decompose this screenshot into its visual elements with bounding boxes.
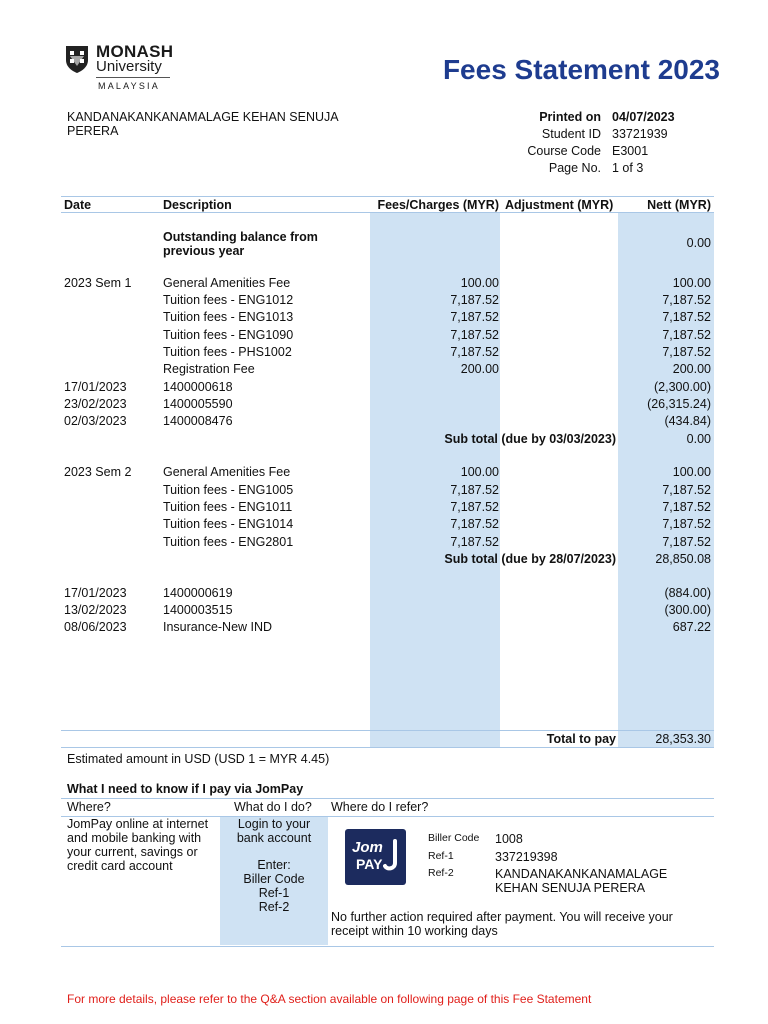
page-title: Fees Statement 2023 bbox=[442, 54, 720, 85]
row-date: 2023 Sem 2 bbox=[64, 465, 132, 479]
table-top-rule bbox=[61, 196, 714, 197]
usd-estimate: Estimated amount in USD (USD 1 = MYR 4.45) bbox=[67, 752, 330, 766]
meta-value: 33721939 bbox=[612, 127, 668, 141]
row-fees: 7,187.52 bbox=[450, 500, 499, 514]
jompay-col-where: Where? bbox=[67, 800, 111, 814]
row-nett: 100.00 bbox=[672, 276, 711, 290]
row-date: 13/02/2023 bbox=[64, 603, 127, 617]
ref2-value: KANDANAKANKANAMALAGE KEHAN SENUJA PERERA bbox=[495, 867, 668, 895]
student-name: KANDANAKANKANAMALAGE KEHAN SENUJA PERERA bbox=[67, 110, 338, 138]
row-nett: 7,187.52 bbox=[662, 310, 711, 324]
row-description: Tuition fees - ENG1090 bbox=[163, 328, 294, 342]
row-nett: 200.00 bbox=[672, 362, 711, 376]
row-fees: 7,187.52 bbox=[450, 293, 499, 307]
total-label: Total to pay bbox=[546, 732, 616, 746]
row-nett: 0.00 bbox=[686, 236, 711, 250]
subtotal-value: 0.00 bbox=[686, 432, 711, 446]
row-nett: (884.00) bbox=[664, 586, 711, 600]
row-date: 2023 Sem 1 bbox=[64, 276, 132, 290]
statement-meta bbox=[480, 110, 720, 178]
jompay-bottom-rule bbox=[61, 946, 714, 947]
meta-label: Course Code bbox=[527, 144, 601, 158]
meta-label: Printed on bbox=[539, 110, 601, 124]
row-description: Registration Fee bbox=[163, 362, 255, 376]
row-description: 1400003515 bbox=[163, 603, 233, 617]
meta-row bbox=[480, 110, 720, 127]
row-description: Insurance-New IND bbox=[163, 620, 273, 634]
meta-row bbox=[480, 144, 720, 161]
row-fees: 7,187.52 bbox=[450, 483, 499, 497]
row-nett: 7,187.52 bbox=[662, 535, 711, 549]
biller-code-label: Biller Code bbox=[428, 832, 480, 844]
row-date: 17/01/2023 bbox=[64, 586, 127, 600]
meta-row bbox=[480, 127, 720, 144]
jompay-top-rule bbox=[61, 798, 714, 799]
row-description: Outstanding balance from previous year bbox=[163, 230, 318, 258]
row-fees: 100.00 bbox=[460, 276, 499, 290]
table-bottom-rule bbox=[61, 747, 714, 748]
row-fees: 7,187.52 bbox=[450, 535, 499, 549]
row-fees: 7,187.52 bbox=[450, 328, 499, 342]
row-nett: 687.22 bbox=[672, 620, 711, 634]
row-description: Tuition fees - ENG1011 bbox=[163, 500, 293, 514]
row-fees: 7,187.52 bbox=[450, 517, 499, 531]
row-nett: (434.84) bbox=[664, 414, 711, 428]
ref2-label: Ref-2 bbox=[428, 867, 454, 879]
row-nett: 7,187.52 bbox=[662, 293, 711, 307]
row-nett: (2,300.00) bbox=[654, 380, 711, 394]
row-description: General Amenities Fee bbox=[163, 465, 291, 479]
jompay-what-login: Login to your bank account bbox=[236, 817, 312, 845]
jompay-what-biller: Biller Code bbox=[243, 872, 305, 886]
total-value: 28,353.30 bbox=[655, 732, 711, 746]
row-nett: 7,187.52 bbox=[662, 500, 711, 514]
jompay-logo bbox=[345, 829, 406, 885]
row-fees: 100.00 bbox=[460, 465, 499, 479]
jompay-what-ref2: Ref-2 bbox=[258, 900, 290, 914]
row-nett: (26,315.24) bbox=[647, 397, 711, 411]
row-date: 02/03/2023 bbox=[64, 414, 127, 428]
jompay-logo-jom: Jom bbox=[352, 839, 383, 856]
biller-code-value: 1008 bbox=[495, 832, 523, 846]
row-nett: 7,187.52 bbox=[662, 517, 711, 531]
crest-icon bbox=[64, 44, 90, 74]
jompay-what-block bbox=[220, 817, 328, 914]
table-header-rule bbox=[61, 212, 714, 213]
meta-value: 04/07/2023 bbox=[612, 110, 675, 124]
meta-value: E3001 bbox=[612, 144, 649, 158]
row-nett: 7,187.52 bbox=[662, 328, 711, 342]
row-nett: 7,187.52 bbox=[662, 483, 711, 497]
monash-logo bbox=[64, 42, 184, 94]
col-header-adjustment: Adjustment (MYR) bbox=[505, 198, 614, 212]
row-description: Tuition fees - ENG1012 bbox=[163, 293, 294, 307]
row-date: 08/06/2023 bbox=[64, 620, 127, 634]
meta-label: Page No. bbox=[548, 161, 601, 175]
row-nett: 7,187.52 bbox=[662, 345, 711, 359]
university-name: MONASH bbox=[96, 42, 174, 61]
jompay-col-refer: Where do I refer? bbox=[331, 800, 429, 814]
col-header-nett: Nett (MYR) bbox=[647, 198, 711, 212]
meta-value: 1 of 3 bbox=[612, 161, 644, 175]
jompay-logo-pay: PAY bbox=[356, 856, 383, 872]
jompay-where-text: JomPay online at internet and mobile banking with your current, savings or credit card account bbox=[67, 817, 209, 873]
row-description: Tuition fees - ENG2801 bbox=[163, 535, 294, 549]
university-sub: University bbox=[96, 58, 162, 75]
row-description: 1400000619 bbox=[163, 586, 233, 600]
row-date: 17/01/2023 bbox=[64, 380, 127, 394]
jompay-j-icon bbox=[383, 839, 403, 875]
jompay-what-enter: Enter: bbox=[257, 858, 291, 872]
row-description: 1400000618 bbox=[163, 380, 233, 394]
row-fees: 7,187.52 bbox=[450, 345, 499, 359]
row-nett: 100.00 bbox=[672, 465, 711, 479]
jompay-after-note: No further action required after payment. You will receive your receipt within 10 working days bbox=[331, 910, 673, 938]
table-total-rule bbox=[61, 730, 714, 731]
meta-row bbox=[480, 161, 720, 178]
row-fees: 200.00 bbox=[460, 362, 499, 376]
col-header-description: Description bbox=[163, 198, 232, 212]
jompay-col-what: What do I do? bbox=[234, 800, 312, 814]
row-description: 1400008476 bbox=[163, 414, 233, 428]
row-date: 23/02/2023 bbox=[64, 397, 127, 411]
row-description: Tuition fees - ENG1005 bbox=[163, 483, 294, 497]
row-fees: 7,187.52 bbox=[450, 310, 499, 324]
ref1-label: Ref-1 bbox=[428, 850, 454, 862]
row-description: 1400005590 bbox=[163, 397, 233, 411]
row-nett: (300.00) bbox=[664, 603, 711, 617]
row-description: Tuition fees - ENG1013 bbox=[163, 310, 294, 324]
subtotal-label: Sub total (due by 28/07/2023) bbox=[444, 552, 616, 566]
row-description: General Amenities Fee bbox=[163, 276, 291, 290]
subtotal-label: Sub total (due by 03/03/2023) bbox=[444, 432, 616, 446]
meta-label: Student ID bbox=[541, 127, 601, 141]
subtotal-value: 28,850.08 bbox=[655, 552, 711, 566]
row-description: Tuition fees - PHS1002 bbox=[163, 345, 292, 359]
footer-note: For more details, please refer to the Q&A section available on following page of this Fee Statement bbox=[67, 992, 592, 1006]
university-country: MALAYSIA bbox=[98, 81, 160, 91]
row-description: Tuition fees - ENG1014 bbox=[163, 517, 294, 531]
col-header-fees: Fees/Charges (MYR) bbox=[377, 198, 499, 212]
ref1-value: 337219398 bbox=[495, 850, 558, 864]
jompay-what-ref1: Ref-1 bbox=[258, 886, 290, 900]
col-header-date: Date bbox=[64, 198, 92, 212]
logo-divider bbox=[96, 77, 170, 78]
jompay-heading: What I need to know if I pay via JomPay bbox=[67, 782, 304, 796]
